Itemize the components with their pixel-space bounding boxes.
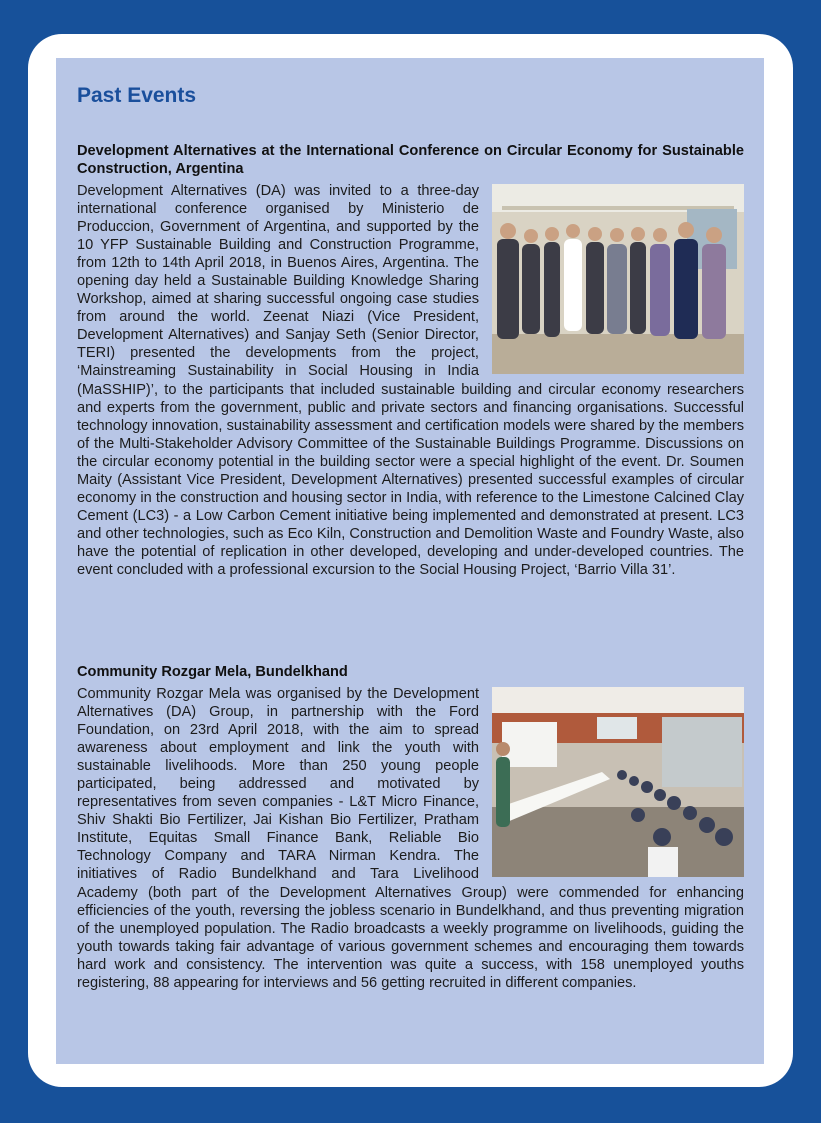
article-heading: Community Rozgar Mela, Bundelkhand <box>77 664 348 680</box>
event-photo-rozgar-mela <box>492 687 744 877</box>
article-body: Development Alternatives (DA) was invited to a three-day international conference organised by Ministerio de Produccion, Government of Argentina, and supported by the 10 YFP Sustainable Building and Construction Programme, from 12th to 14th April 2018, in Buenos Aires, Argentina. The opening day held a Sustainable Building Knowledge Sharing Workshop, aimed at sharing successful ongoing case studies from around the world. Zeenat Niazi (Vice President, Development Alternatives) and Sanjay Seth (Senior Director, TERI) presented the developments from the project, ‘Mainstreaming Sustainability in Social Housing in India (MaSSHIP)’, to the participants that included sustainable building and circular economy researchers and experts from the government, public and private sectors and financing organisations. Successful technology innovation, sustainability assessment and certification models were shared by the members of the Multi-Stakeholder Advisory Committee of the Sustainable Buildings Programme. Discussions on the circular economy potential in the building sector were a special highlight of the event. Dr. Soumen Maity (Assistant Vice President, Development Alternatives) presented successful examples of circular economy in the construction and housing sector in India, with reference to the Limestone Calcined Clay Cement (LC3) - a Low Carbon Cement initiative being implemented and demonstrated at present. LC3 and other technologies, such as Eco Kiln, Construction and Demolition Waste and Foundry Waste, also have the potential of replication in other developed, developing and under-developed countries. The event concluded with a professional excursion to the Social Housing Project, ‘Barrio Villa 31’. <box>77 183 744 578</box>
page-title: Past Events <box>77 84 197 107</box>
group-photo-conference <box>492 184 744 374</box>
article-heading: Development Alternatives at the International Conference on Circular Economy for Sustainable Construction, Argentina <box>77 143 744 177</box>
article-body: Community Rozgar Mela was organised by the Development Alternatives (DA) Group, in partnership with the Ford Foundation, on 23rd April 2018, with the aim to spread awareness about employment and link the youth with sustainable livelihoods. More than 250 young people participated, being addressed and motivated by representatives from seven companies - L&T Micro Finance, Shiv Shakti Bio Fertilizer, Jai Kishan Bio Fertilizer, Pratham Institute, Equitas Small Finance Bank, Reliable Bio Technology Company and TARA Nirman Kendra. The initiatives of Radio Bundelkhand and Tara Livelihood Academy (both part of the Development Alternatives Group) were commended for enhancing efficiencies of the youth, reversing the jobless scenario in Bundelkhand, and thus preventing migration of the unemployed population. The Radio broadcasts a weekly programme on livelihoods, guiding the youth towards taking fair advantage of various government schemes and encouraging them towards hard work and consistency. The intervention was quite a success, with 158 unemployed youths registering, 88 appearing for interviews and 56 getting recruited in different companies. <box>77 686 744 991</box>
article-rozgar-mela <box>77 663 744 992</box>
article-conference-argentina <box>77 142 744 579</box>
